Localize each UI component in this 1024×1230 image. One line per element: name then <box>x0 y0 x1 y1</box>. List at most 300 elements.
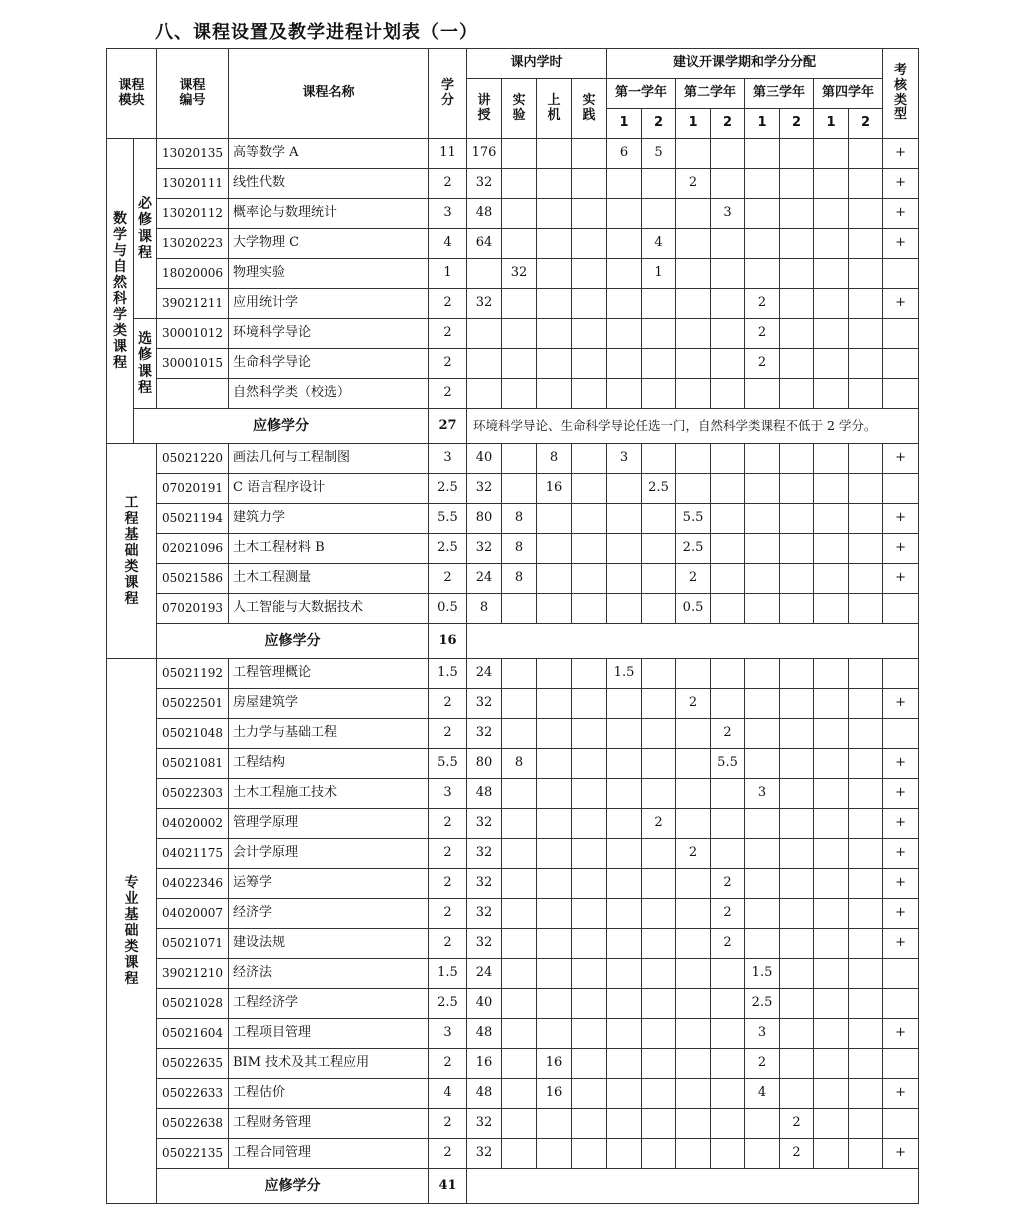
hours-experiment <box>502 839 537 869</box>
table-row <box>107 809 919 839</box>
header-credit: 学分 <box>429 49 467 139</box>
course-name: 经济法 <box>229 959 429 989</box>
semester-credit: 2 <box>745 289 780 319</box>
hours-lecture: 32 <box>467 719 502 749</box>
exam-type <box>883 259 919 289</box>
table-row <box>107 564 919 594</box>
course-code: 05021192 <box>157 659 229 689</box>
semester-credit <box>814 1079 849 1109</box>
semester-credit <box>711 564 745 594</box>
exam-type <box>883 719 919 749</box>
semester-credit <box>607 929 642 959</box>
course-name: 应用统计学 <box>229 289 429 319</box>
exam-type <box>883 959 919 989</box>
course-code: 04020002 <box>157 809 229 839</box>
semester-credit <box>711 809 745 839</box>
semester-credit <box>676 259 711 289</box>
header-hours: 课内学时 <box>467 49 607 79</box>
semester-credit: 2 <box>745 319 780 349</box>
hours-experiment: 8 <box>502 504 537 534</box>
semester-credit <box>780 659 814 689</box>
semester-credit <box>745 474 780 504</box>
header-term: 1 <box>607 109 642 139</box>
semester-credit <box>676 379 711 409</box>
hours-lecture: 40 <box>467 989 502 1019</box>
table-row <box>107 229 919 259</box>
semester-credit <box>780 1019 814 1049</box>
hours-practice <box>572 689 607 719</box>
module-label-text: 数学与自然科学类课程 <box>113 210 127 372</box>
exam-type: + <box>883 809 919 839</box>
table-row <box>107 749 919 779</box>
hours-practice <box>572 199 607 229</box>
hours-practice <box>572 659 607 689</box>
hours-experiment <box>502 139 537 169</box>
hours-experiment: 32 <box>502 259 537 289</box>
semester-credit: 2 <box>745 1049 780 1079</box>
course-code: 07020191 <box>157 474 229 504</box>
course-credit: 2 <box>429 869 467 899</box>
hours-computer <box>537 1109 572 1139</box>
hours-computer <box>537 839 572 869</box>
table-row <box>107 594 919 624</box>
hours-lecture: 32 <box>467 929 502 959</box>
exam-type: + <box>883 839 919 869</box>
course-credit: 2 <box>429 289 467 319</box>
course-name: 物理实验 <box>229 259 429 289</box>
course-credit: 4 <box>429 229 467 259</box>
semester-credit <box>745 929 780 959</box>
hours-lecture: 80 <box>467 749 502 779</box>
course-name: BIM 技术及其工程应用 <box>229 1049 429 1079</box>
semester-credit <box>849 989 883 1019</box>
hours-computer <box>537 1019 572 1049</box>
course-code: 13020223 <box>157 229 229 259</box>
semester-credit <box>607 534 642 564</box>
semester-credit <box>607 689 642 719</box>
semester-credit <box>849 1049 883 1079</box>
semester-credit <box>849 199 883 229</box>
semester-credit <box>711 474 745 504</box>
exam-type: + <box>883 869 919 899</box>
semester-credit <box>607 959 642 989</box>
hours-lecture: 176 <box>467 139 502 169</box>
exam-type: + <box>883 1079 919 1109</box>
semester-credit <box>814 779 849 809</box>
hours-computer <box>537 749 572 779</box>
table-row <box>107 899 919 929</box>
semester-credit <box>745 594 780 624</box>
course-credit: 3 <box>429 779 467 809</box>
semester-credit: 1.5 <box>745 959 780 989</box>
semester-credit <box>849 169 883 199</box>
semester-credit <box>814 1139 849 1169</box>
header-year-3: 第三学年 <box>745 79 814 109</box>
course-name: 工程管理概论 <box>229 659 429 689</box>
semester-credit <box>780 504 814 534</box>
semester-credit <box>780 229 814 259</box>
course-name: 画法几何与工程制图 <box>229 444 429 474</box>
hours-practice <box>572 959 607 989</box>
semester-credit <box>745 229 780 259</box>
semester-credit <box>607 474 642 504</box>
semester-credit <box>676 1139 711 1169</box>
semester-credit <box>780 444 814 474</box>
semester-credit <box>780 1079 814 1109</box>
semester-credit <box>849 659 883 689</box>
semester-credit <box>849 779 883 809</box>
semester-credit <box>711 259 745 289</box>
header-term: 2 <box>642 109 676 139</box>
hours-lecture: 32 <box>467 899 502 929</box>
header-year-4: 第四学年 <box>814 79 883 109</box>
hours-practice <box>572 779 607 809</box>
semester-credit <box>849 1079 883 1109</box>
semester-credit <box>607 869 642 899</box>
hours-practice <box>572 1109 607 1139</box>
semester-credit <box>745 564 780 594</box>
course-code: 05021220 <box>157 444 229 474</box>
semester-credit <box>642 689 676 719</box>
semester-credit <box>642 504 676 534</box>
semester-credit: 2.5 <box>642 474 676 504</box>
hours-computer <box>537 959 572 989</box>
hours-experiment <box>502 719 537 749</box>
semester-credit <box>745 659 780 689</box>
semester-credit: 2 <box>711 869 745 899</box>
semester-credit <box>676 929 711 959</box>
hours-lecture: 24 <box>467 659 502 689</box>
hours-experiment <box>502 289 537 319</box>
semester-credit <box>711 139 745 169</box>
table-row <box>107 444 919 474</box>
course-credit: 11 <box>429 139 467 169</box>
exam-type: + <box>883 534 919 564</box>
table-row <box>107 659 919 689</box>
semester-credit <box>780 169 814 199</box>
hours-experiment <box>502 959 537 989</box>
hours-practice <box>572 259 607 289</box>
header-hours-lecture: 讲授 <box>467 79 502 139</box>
semester-credit <box>676 319 711 349</box>
course-name: 自然科学类（校选） <box>229 379 429 409</box>
semester-credit <box>849 534 883 564</box>
semester-credit <box>849 899 883 929</box>
semester-credit <box>780 809 814 839</box>
semester-credit <box>642 1019 676 1049</box>
semester-credit <box>814 1109 849 1139</box>
hours-experiment <box>502 1079 537 1109</box>
header-code: 课程编号 <box>157 49 229 139</box>
header-name: 课程名称 <box>229 49 429 139</box>
table-row <box>107 719 919 749</box>
semester-credit <box>676 1019 711 1049</box>
semester-credit <box>745 259 780 289</box>
hours-lecture <box>467 379 502 409</box>
hours-practice <box>572 564 607 594</box>
table-row <box>107 349 919 379</box>
semester-credit <box>642 319 676 349</box>
course-credit: 4 <box>429 1079 467 1109</box>
course-code: 05021586 <box>157 564 229 594</box>
hours-computer <box>537 534 572 564</box>
semester-credit <box>849 319 883 349</box>
module-label-text: 工程基础类课程 <box>124 494 139 608</box>
hours-experiment <box>502 319 537 349</box>
hours-experiment <box>502 989 537 1019</box>
course-name: 土木工程测量 <box>229 564 429 594</box>
course-name: 经济学 <box>229 899 429 929</box>
hours-experiment <box>502 779 537 809</box>
semester-credit <box>745 139 780 169</box>
semester-credit <box>676 779 711 809</box>
semester-credit <box>814 689 849 719</box>
course-name: 房屋建筑学 <box>229 689 429 719</box>
table-row <box>107 1019 919 1049</box>
semester-credit <box>642 594 676 624</box>
semester-credit <box>642 1139 676 1169</box>
semester-credit <box>814 809 849 839</box>
semester-credit <box>849 1019 883 1049</box>
semester-credit: 2 <box>676 564 711 594</box>
semester-credit <box>676 199 711 229</box>
hours-practice <box>572 289 607 319</box>
course-plan-table <box>106 48 919 1204</box>
table-row <box>107 169 919 199</box>
semester-credit <box>780 289 814 319</box>
course-credit: 2 <box>429 564 467 594</box>
course-name: 建设法规 <box>229 929 429 959</box>
semester-credit <box>607 169 642 199</box>
semester-credit: 2 <box>711 899 745 929</box>
hours-lecture: 32 <box>467 534 502 564</box>
course-credit: 2 <box>429 839 467 869</box>
semester-credit <box>711 349 745 379</box>
semester-credit <box>711 289 745 319</box>
hours-lecture: 48 <box>467 1019 502 1049</box>
course-code: 13020111 <box>157 169 229 199</box>
semester-credit: 4 <box>745 1079 780 1109</box>
course-name: C 语言程序设计 <box>229 474 429 504</box>
semester-credit <box>849 474 883 504</box>
semester-credit <box>711 504 745 534</box>
semester-credit <box>642 1049 676 1079</box>
hours-practice <box>572 749 607 779</box>
course-credit: 2 <box>429 1049 467 1079</box>
hours-computer <box>537 1139 572 1169</box>
semester-credit <box>676 229 711 259</box>
hours-computer <box>537 719 572 749</box>
semester-credit <box>745 1109 780 1139</box>
semester-credit <box>607 719 642 749</box>
submodule-label <box>134 319 157 409</box>
semester-credit <box>607 199 642 229</box>
semester-credit <box>642 899 676 929</box>
hours-experiment <box>502 659 537 689</box>
semester-credit <box>780 564 814 594</box>
hours-practice <box>572 989 607 1019</box>
hours-practice <box>572 319 607 349</box>
semester-credit <box>849 719 883 749</box>
exam-type <box>883 1109 919 1139</box>
hours-computer: 8 <box>537 444 572 474</box>
hours-lecture: 48 <box>467 779 502 809</box>
semester-credit: 2 <box>676 839 711 869</box>
semester-credit <box>780 199 814 229</box>
header-term: 1 <box>676 109 711 139</box>
semester-credit <box>745 444 780 474</box>
module-label <box>107 444 157 659</box>
semester-credit <box>780 594 814 624</box>
semester-credit <box>607 1049 642 1079</box>
semester-credit <box>642 1109 676 1139</box>
semester-credit <box>849 594 883 624</box>
hours-computer <box>537 989 572 1019</box>
semester-credit <box>642 444 676 474</box>
semester-credit <box>849 809 883 839</box>
semester-credit <box>607 1139 642 1169</box>
semester-credit <box>745 504 780 534</box>
semester-credit <box>849 229 883 259</box>
exam-type: + <box>883 749 919 779</box>
semester-credit <box>780 1049 814 1079</box>
semester-credit <box>676 349 711 379</box>
semester-credit <box>711 689 745 719</box>
exam-type <box>883 989 919 1019</box>
course-code: 05022638 <box>157 1109 229 1139</box>
hours-computer <box>537 379 572 409</box>
course-code: 39021210 <box>157 959 229 989</box>
semester-credit <box>780 349 814 379</box>
header-module: 课程模块 <box>107 49 157 139</box>
semester-credit <box>780 534 814 564</box>
table-row <box>107 379 919 409</box>
course-code: 05022501 <box>157 689 229 719</box>
semester-credit: 5.5 <box>711 749 745 779</box>
semester-credit <box>642 779 676 809</box>
semester-credit <box>780 379 814 409</box>
semester-credit <box>607 259 642 289</box>
course-code: 05022635 <box>157 1049 229 1079</box>
exam-type: + <box>883 139 919 169</box>
semester-credit <box>745 809 780 839</box>
semester-credit <box>780 989 814 1019</box>
course-code: 02021096 <box>157 534 229 564</box>
semester-credit <box>711 594 745 624</box>
course-code: 13020135 <box>157 139 229 169</box>
semester-credit <box>849 749 883 779</box>
semester-credit <box>780 139 814 169</box>
semester-credit <box>642 379 676 409</box>
semester-credit <box>711 959 745 989</box>
hours-experiment: 8 <box>502 564 537 594</box>
exam-type: + <box>883 564 919 594</box>
semester-credit <box>676 869 711 899</box>
table-row <box>107 989 919 1019</box>
semester-credit <box>676 474 711 504</box>
semester-credit <box>814 564 849 594</box>
exam-type <box>883 379 919 409</box>
hours-experiment: 8 <box>502 534 537 564</box>
module-label <box>107 139 134 444</box>
semester-credit <box>814 229 849 259</box>
exam-type: + <box>883 289 919 319</box>
semester-credit <box>676 289 711 319</box>
hours-computer <box>537 504 572 534</box>
semester-credit <box>745 839 780 869</box>
semester-credit <box>849 444 883 474</box>
hours-lecture: 32 <box>467 169 502 199</box>
hours-lecture: 48 <box>467 199 502 229</box>
course-code: 05021028 <box>157 989 229 1019</box>
course-code: 05021194 <box>157 504 229 534</box>
hours-experiment <box>502 199 537 229</box>
semester-credit <box>711 989 745 1019</box>
total-label: 应修学分 <box>134 409 429 444</box>
semester-credit <box>642 959 676 989</box>
header-term: 1 <box>814 109 849 139</box>
hours-practice <box>572 899 607 929</box>
semester-credit <box>814 504 849 534</box>
semester-credit <box>745 379 780 409</box>
semester-credit <box>711 534 745 564</box>
total-label: 应修学分 <box>157 1169 429 1204</box>
hours-experiment <box>502 809 537 839</box>
semester-credit: 2 <box>676 689 711 719</box>
course-code: 30001012 <box>157 319 229 349</box>
semester-credit: 2 <box>780 1109 814 1139</box>
table-row <box>107 1109 919 1139</box>
header-hours-practice: 实践 <box>572 79 607 139</box>
semester-credit: 2.5 <box>745 989 780 1019</box>
semester-credit <box>745 749 780 779</box>
semester-credit <box>814 139 849 169</box>
hours-computer <box>537 779 572 809</box>
semester-credit: 6 <box>607 139 642 169</box>
course-credit: 5.5 <box>429 504 467 534</box>
total-credit: 27 <box>429 409 467 444</box>
table-row <box>107 1139 919 1169</box>
course-code: 07020193 <box>157 594 229 624</box>
table-row <box>107 139 919 169</box>
hours-experiment <box>502 1139 537 1169</box>
course-name: 环境科学导论 <box>229 319 429 349</box>
header-term: 2 <box>711 109 745 139</box>
semester-credit <box>642 169 676 199</box>
semester-credit <box>849 349 883 379</box>
hours-lecture: 24 <box>467 959 502 989</box>
semester-credit <box>849 1109 883 1139</box>
course-credit: 2 <box>429 319 467 349</box>
semester-credit <box>676 899 711 929</box>
exam-type: + <box>883 929 919 959</box>
semester-credit <box>814 594 849 624</box>
submodule-label <box>134 139 157 319</box>
hours-computer <box>537 229 572 259</box>
hours-practice <box>572 349 607 379</box>
semester-credit <box>676 1109 711 1139</box>
header-term: 1 <box>745 109 780 139</box>
semester-credit <box>814 259 849 289</box>
hours-lecture: 32 <box>467 1109 502 1139</box>
course-name: 建筑力学 <box>229 504 429 534</box>
hours-lecture: 32 <box>467 839 502 869</box>
hours-computer <box>537 139 572 169</box>
semester-credit <box>607 564 642 594</box>
semester-credit <box>814 379 849 409</box>
course-credit: 2 <box>429 1139 467 1169</box>
hours-computer <box>537 289 572 319</box>
